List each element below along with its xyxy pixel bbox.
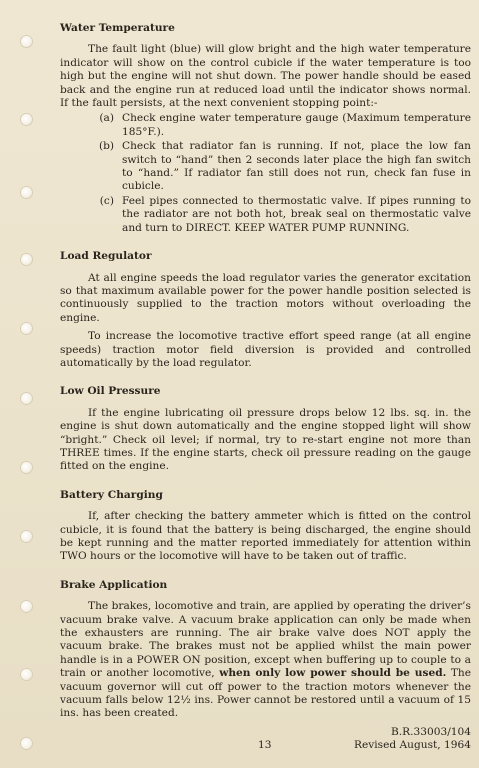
binder-hole — [21, 323, 32, 334]
list-item — [60, 112, 471, 139]
paragraph: If the engine lubricating oil pressure drops below 12 lbs. sq. in. the engine is shut down automatically and the engine stopped light will show “bright.” Check oil level; if normal, try to re-start engine not more than THREE times. If the engine starts, check oil pressure reading on the gauge fitted on the engine. — [60, 406, 471, 473]
section-water-temperature — [60, 22, 471, 235]
page-content — [60, 22, 471, 736]
emphasis-text: when only low power should be used. — [219, 667, 447, 680]
binder-hole — [21, 531, 32, 542]
list-item-label: (c) — [99, 194, 114, 207]
list-item-label: (b) — [98, 140, 114, 153]
document-reference: B.R.33003/104 — [391, 726, 471, 738]
binder-hole — [21, 462, 32, 473]
binder-hole — [21, 254, 32, 265]
list-item — [60, 195, 471, 235]
paragraph: The fault light (blue) will glow bright and the high water temperature indicator will show on the control cubicle if the water temperature is too high but the engine will not shut down. The power handle should be eased back and the engine run at reduced load until the indicator shows normal. If the fault persists, at the next convenient stopping point:- — [60, 43, 471, 110]
page-number: 13 — [258, 739, 272, 751]
binder-hole — [21, 601, 32, 612]
binder-hole — [21, 738, 32, 749]
paragraph-text: The vacuum governor will cut off power to the traction motors whenever the vacuum falls below 12½ ins. Power cannot be restored until a vacuum of 15 ins. has been created. — [60, 667, 472, 720]
page-footer — [60, 726, 471, 753]
list-item-text: Check engine water temperature gauge (Maximum temperature 185°F.). — [122, 112, 471, 138]
check-list — [60, 112, 471, 235]
binder-holes — [0, 0, 40, 768]
list-item-label: (a) — [99, 112, 114, 125]
section-heading: Water Temperature — [60, 22, 175, 34]
section-brake-application — [60, 579, 471, 721]
section-low-oil-pressure — [60, 385, 471, 473]
paragraph: If, after checking the battery ammeter which is fitted on the control cubicle, it is found that the battery is being discharged, the engine should be kept running and the matter reported immediately for attention within TWO hours or the locomotive will have to be taken out of traffic. — [60, 510, 471, 563]
paragraph-text: The brakes, locomotive and train, are applied by operating the driver’s vacuum brake valve. A vacuum brake application can only be made when the exhausters are running. The air brake valve does NOT apply the vacuum brake. The brakes must not be applied whilst the main power handle is in a POWER ON position, except when buffering up to couple to a train or another locomotive, — [60, 600, 471, 680]
section-heading: Battery Charging — [60, 488, 163, 501]
paragraph: To increase the locomotive tractive effort speed range (at all engine speeds) traction motor field diversion is provided and controlled automatically by the load regulator. — [60, 330, 471, 369]
paragraph — [60, 600, 471, 721]
paragraph: At all engine speeds the load regulator varies the generator excitation so that maximum available power for the power handle position selected is continuously supplied to the traction motors without overloading the engine. — [60, 271, 471, 324]
revision-date: Revised August, 1964 — [354, 739, 471, 751]
section-heading: Low Oil Pressure — [60, 385, 161, 398]
list-item-text: Feel pipes connected to thermostatic valve. If pipes running to the radiator are not both hot, break seal on thermostatic valve and turn to DIRECT. KEEP WATER PUMP RUNNING. — [122, 194, 471, 234]
list-item-text: Check that radiator fan is running. If not, place the low fan switch to “hand” then 2 seconds later place the high fan switch to “hand.” If radiator fan still does not run, check fan fuse in cubicle. — [122, 140, 471, 193]
section-load-regulator — [60, 250, 471, 370]
binder-hole — [21, 393, 32, 404]
binder-hole — [21, 669, 32, 680]
section-heading: Brake Application — [60, 578, 168, 591]
list-item — [60, 140, 471, 194]
binder-hole — [21, 187, 32, 198]
section-heading: Load Regulator — [60, 250, 152, 263]
binder-hole — [21, 114, 32, 125]
binder-hole — [21, 36, 32, 47]
section-battery-charging — [60, 489, 471, 564]
